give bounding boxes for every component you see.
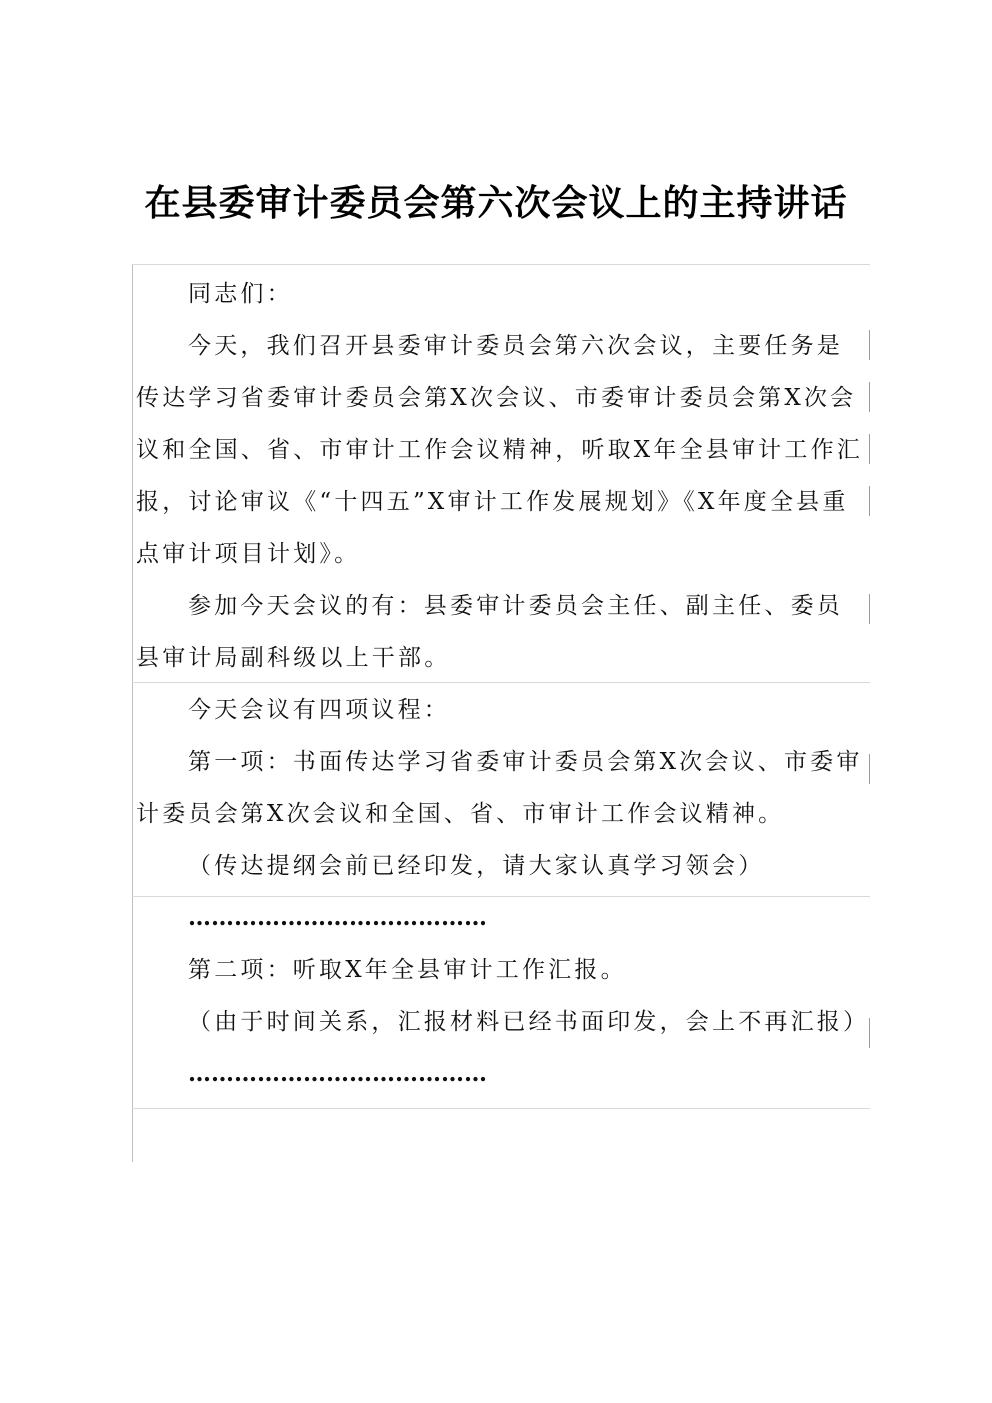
attendees-paragraph: 参加今天会议的有：县委审计委员会主任、副主任、委员县审计局副科级以上干部。 (136, 593, 843, 671)
line-end-marker (869, 594, 870, 624)
ellipsis-separator: ………………………………… (188, 904, 487, 931)
line-end-marker (869, 486, 870, 516)
agenda-intro: 今天会议有四项议程： (188, 697, 450, 723)
line-end-marker (869, 434, 870, 464)
salutation: 同志们： (188, 281, 293, 307)
line-end-marker (869, 382, 870, 412)
document-title: 在县委审计委员会第六次会议上的主持讲话 (144, 183, 848, 224)
document-body (136, 268, 870, 1100)
agenda-note-2: （由于时间关系，汇报材料已经书面印发，会上不再汇报） (188, 1009, 870, 1035)
frame-top-rule (132, 264, 870, 265)
frame-left-border (132, 264, 133, 1162)
line-end-marker (869, 330, 870, 360)
opening-paragraph: 今天，我们召开县委审计委员会第六次会议，主要任务是传达学习省委审计委员会第X次会议、市委审计委员会第X次会议和全国、省、市审计工作会议精神，听取X年全县审计工作汇报，讨论审议《“十四五”X审计工作发展规划》《X年度全县重点审计项目计划》。 (136, 333, 863, 567)
agenda-note-1: （传达提纲会前已经印发，请大家认真学习领会） (188, 853, 765, 879)
ellipsis-separator: ………………………………… (188, 1060, 487, 1087)
section-divider (132, 1108, 870, 1109)
line-end-marker (869, 754, 870, 784)
agenda-item-1: 第一项：书面传达学习省委审计委员会第X次会议、市委审计委员会第X次会议和全国、省、市审计工作会议精神。 (136, 749, 863, 827)
agenda-item-2: 第二项：听取X年全县审计工作汇报。 (188, 957, 627, 983)
